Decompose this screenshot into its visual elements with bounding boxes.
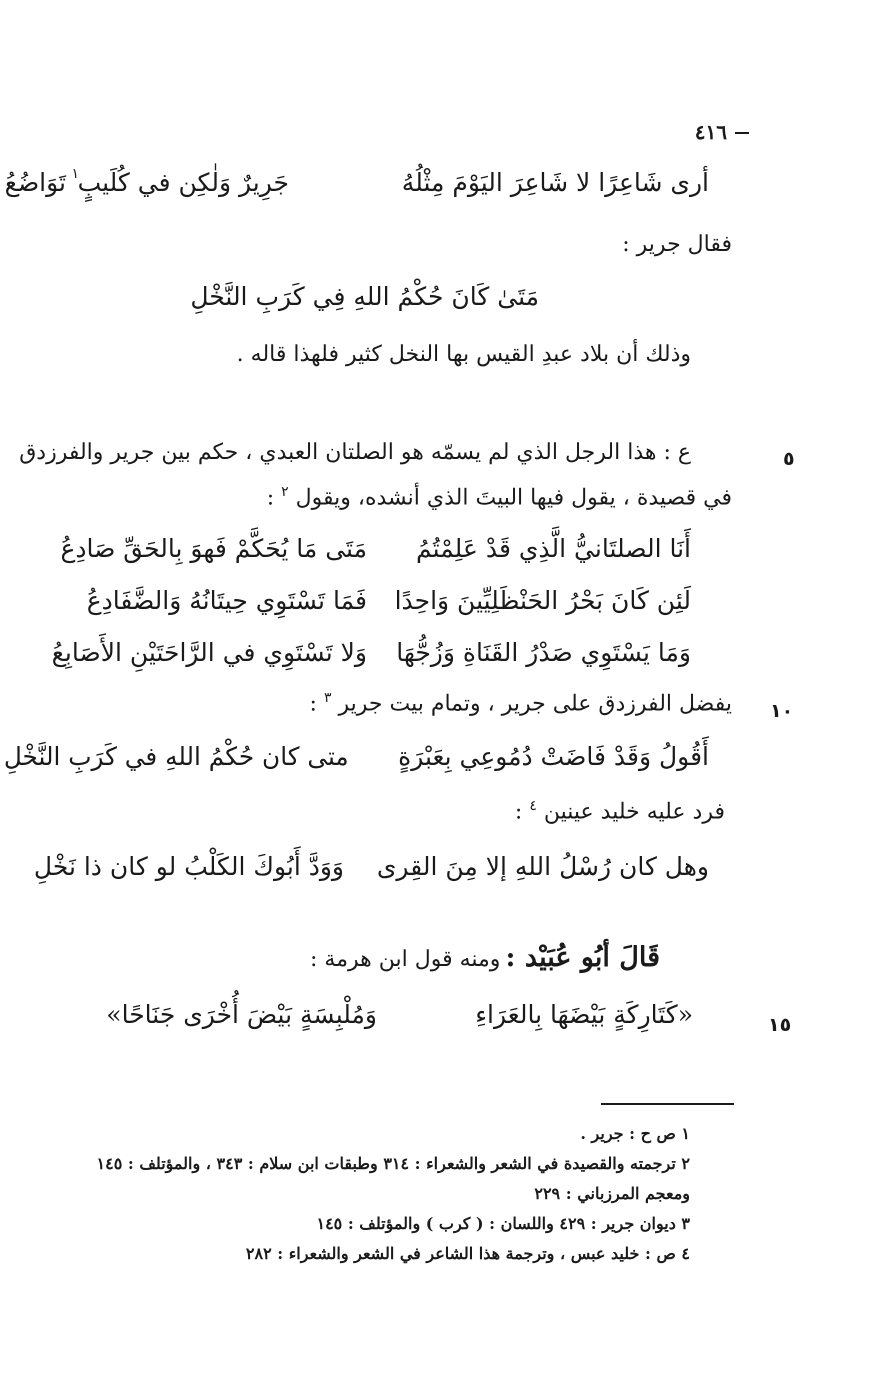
verse2: مَتَىٰ كَانَ حُكْمُ اللهِ فِي كَرَبِ النَّخْلِ (190, 282, 539, 311)
verse4-first-hemistich: وهل كان رُسْلُ اللهِ إلا مِنَ القِرى (376, 852, 709, 881)
footnote-1: ١ ص ح : جرير . (580, 1124, 690, 1143)
footnote-marker-2: ٢ (281, 484, 289, 500)
verse3-first-hemistich: أَقُولُ وَقَدْ فَاضَتْ دُمُوعِي بِعَبْرَةٍ (398, 742, 709, 771)
prose-commentary-4-colon: : (514, 799, 523, 825)
poem-row-2-first: لَئِن كَانَ بَحْرُ الحَنْظَلِيِّينَ وَاحِدًا (394, 586, 691, 615)
verse1-end-word: تَوَاضُعُ (4, 168, 66, 197)
prose-commentary-3-colon: : (309, 691, 317, 717)
speaker-abu-ubayd: قَالَ أبُو عُبَيْد : (505, 942, 660, 973)
verse3-second-hemistich: متى كان حُكْمُ اللهِ في كَرَبِ النَّخْلِ (4, 742, 349, 771)
prose-commentary-4 (515, 798, 725, 824)
poem-row-1-first: أَنَا الصلتَانيُّ الَّذِي قَدْ عَلِمْتُمُ (416, 534, 691, 563)
verse1-footnote-marker: ١ (71, 166, 79, 182)
prose-explanation-1: وذلك أن بلاد عبدِ القيس بها النخل كثير فلهذا قاله . (236, 342, 691, 367)
intro-jarir: فقال جرير : (622, 232, 732, 257)
prose-commentary-3-text: يفضل الفرزدق على جرير ، وتمام بيت جرير (338, 691, 732, 717)
verse5-second-hemistich: وَمُلْبِسَةٍ بَيْضَ أُخْرَى جَنَاحًا» (106, 1000, 377, 1029)
verse1-second-hemistich: جَرِيرٌ وَلٰكِن في كُلَيبٍ (77, 168, 289, 197)
footnote-2-continued: ومعجم المرزباني : ٢٢٩ (534, 1184, 690, 1203)
prose-commentary-line2-colon: : (266, 485, 275, 511)
poem-row-3-second: وَلا تَسْتَوِي في الرَّاحَتَيْنِ الأَصَابِعُ (51, 638, 367, 667)
margin-line-number-15: ١٥ (768, 1014, 792, 1036)
margin-line-number-5: ٥ (783, 448, 795, 470)
footnote-separator (601, 1103, 734, 1105)
prose-ibn-harma-intro: ومنه قول ابن هرمة : (310, 947, 501, 972)
footnote-2: ٢ ترجمته والقصيدة في الشعر والشعراء : ٣١٤ وطبقات ابن سلام : ٣٤٣ ، والمؤتلف : ١٤٥ (96, 1154, 690, 1173)
margin-line-number-10: ١٠ (770, 700, 794, 722)
prose-commentary-line2 (267, 484, 732, 510)
abu-ubayd-line (310, 942, 660, 973)
prose-commentary-4-text: فرد عليه خليد عينين (543, 799, 725, 825)
poem-row-2-second: فَمَا تَسْتَوِي حِيتَانُهُ وَالضَّفَادِعُ (86, 586, 367, 615)
verse5-first-hemistich: «كَتَارِكَةٍ بَيْضَهَا بِالعَرَاءِ (475, 1000, 693, 1029)
prose-commentary-line1: ع : هذا الرجل الذي لم يسمّه هو الصلتان العبدي ، حكم بين جرير والفرزدق (19, 440, 691, 465)
prose-commentary-line2-text: في قصيدة ، يقول فيها البيتَ الذي أنشده، ويقول (295, 485, 732, 511)
footnote-marker-4: ٤ (529, 798, 537, 814)
footnote-4: ٤ ص : خليد عبس ، وترجمة هذا الشاعر في الشعر والشعراء : ٢٨٢ (245, 1244, 690, 1263)
footnote-marker-3: ٣ (323, 690, 332, 706)
page-number-dash (735, 132, 749, 134)
prose-commentary-3 (310, 690, 732, 716)
poem-row-1-second: مَتَى مَا يُحَكَّمْ فَهوَ بِالحَقِّ صَادِعُ (60, 534, 367, 563)
verse4-second-hemistich: وَوَدَّ أَبُوكَ الكَلْبُ لو كان ذا نَخْلِ (33, 852, 344, 881)
page-number: ٤١٦ (694, 120, 727, 144)
poem-row-3-first: وَمَا يَسْتَوِي صَدْرُ القَنَاةِ وَزُجُّهَا (396, 638, 691, 667)
verse1-first-hemistich: أرى شَاعِرًا لا شَاعِرَ اليَوْمَ مِثْلُهُ (401, 168, 709, 197)
footnote-3: ٣ ديوان جرير : ٤٢٩ واللسان : ( كرب ) والمؤتلف : ١٤٥ (316, 1214, 690, 1233)
